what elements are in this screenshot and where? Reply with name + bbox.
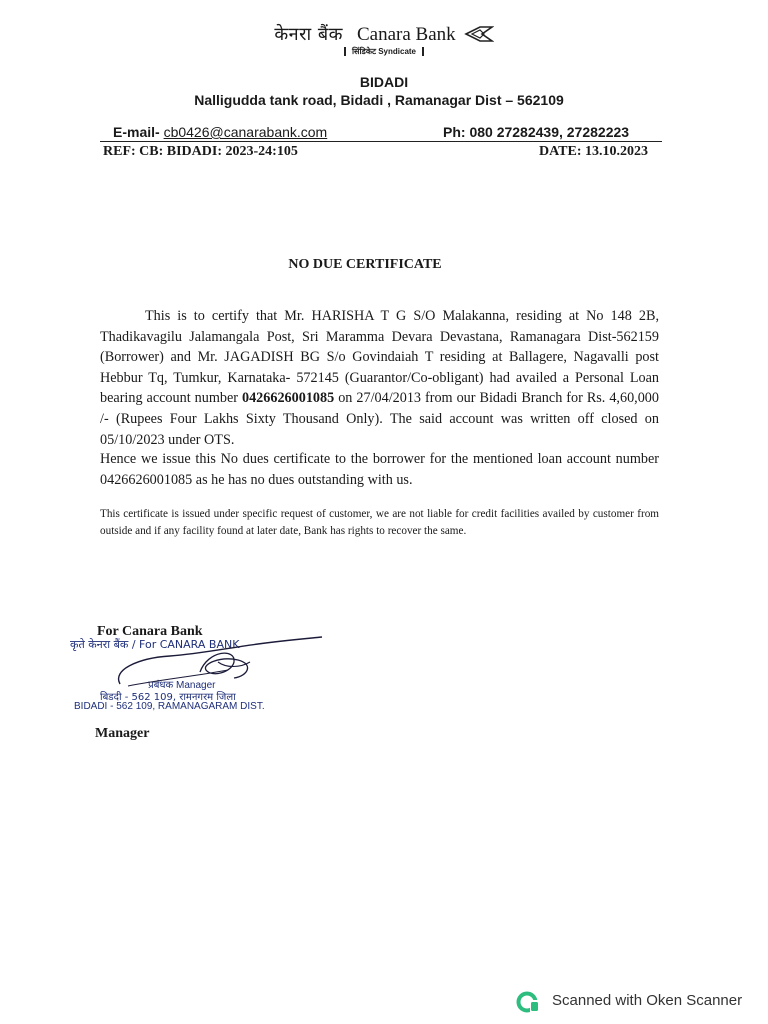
email-link[interactable]: cb0426@canarabank.com (163, 124, 328, 140)
stamp-line-hindi-address: बिडदी - 562 109, रामनगरम जिला (100, 692, 236, 703)
merger-tag-text: सिंडिकेट Syndicate (344, 47, 424, 56)
scanner-text: Scanned with Oken Scanner (552, 992, 743, 1009)
letter-date: DATE: 13.10.2023 (539, 144, 649, 159)
stamp-line-address: BIDADI - 562 109, RAMANAGARAM DIST. (74, 701, 265, 712)
branch-address: Nalligudda tank road, Bidadi , Ramanagar Dist – 562109 (194, 92, 564, 108)
certificate-paragraph-issue: Hence we issue this No dues certificate to the borrower for the mentioned loan account number 0426626001085 as he has no dues outstanding with us. (100, 451, 659, 488)
disclaimer-text: This certificate is issued under specific request of customer, we are not liable for credit facilities availed by customer from outside and if any facility found at later date, Bank has rights to recover the same. (100, 508, 659, 537)
phone-numbers: Ph: 080 27282439, 27282223 (443, 124, 630, 140)
certificate-paragraph-main (100, 306, 659, 450)
bank-logo (0, 22, 768, 49)
signatory-designation: Manager (95, 726, 150, 741)
header-divider (100, 141, 662, 142)
stamp-line-for-bank: कृते केनरा बैंक / For CANARA BANK (70, 638, 240, 651)
account-number: 0426626001085 (241, 390, 335, 407)
manager-signature (108, 622, 338, 702)
branch-name: BIDADI (359, 74, 409, 90)
scanner-logo-icon (516, 991, 540, 1013)
email-block (113, 124, 327, 140)
merger-tag (0, 46, 768, 57)
bank-name-hindi: केनरा बैंक (274, 24, 343, 45)
paragraph-text-b: on 27/04/2013 from our Bidadi Branch for Rs. 4,60,000 /- (Rupees Four Lakhs Sixty Thousand Only). The said account was written off closed on 05/10/2023 under OTS. (100, 390, 659, 448)
bank-name: Canara Bank (357, 24, 456, 45)
stamp-line-manager: प्रबंधक Manager (148, 680, 216, 691)
certificate-title: NO DUE CERTIFICATE (288, 257, 442, 272)
reference-number: REF: CB: BIDADI: 2023-24:105 (103, 144, 298, 159)
paragraph-text-a: This is to certify that Mr. HARISHA T G S/O Malakanna, residing at No 148 2B, Thadikavagilu Jalamangala Post, Sri Maramma Devara Devastana, Ramanagara Dist-562159 (Borrower) and Mr. JAGADISH BG S/o Govindaiah T residing at Ballagere, Nagavalli post Hebbur Tq, Tumkur, Karnataka- 572145 (Guarantor/Co-obligant) had availed a Personal Loan bearing account number (100, 308, 659, 407)
for-bank-label: For Canara Bank (97, 624, 203, 639)
email-label: E-mail- (113, 124, 160, 140)
scanner-watermark (516, 990, 766, 1014)
